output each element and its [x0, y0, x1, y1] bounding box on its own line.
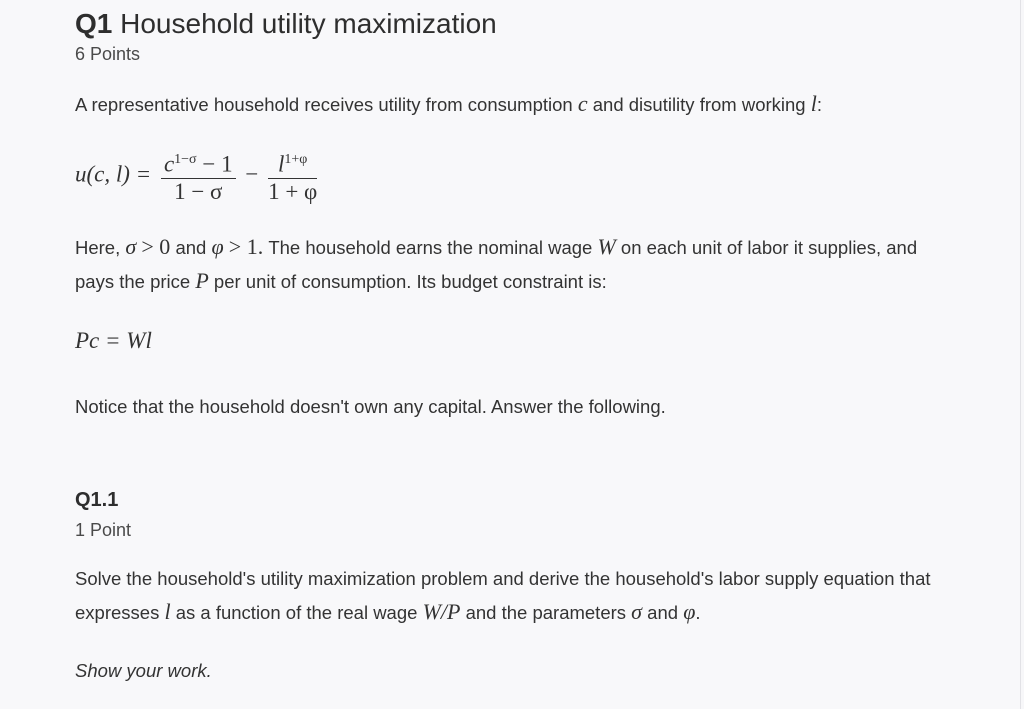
utility-equation: u(c, l) = $\frac{c^{1-\sigma} - 1}{1 - \sigma}$ − $\frac{l^{1+\varphi}}{1 + \varphi}$ — [75, 148, 321, 205]
question-title — [75, 8, 497, 40]
question-points: 6 Points — [75, 44, 141, 64]
show-work-note: Show your work. — [75, 660, 212, 681]
subquestion-points: 1 Point — [75, 520, 132, 540]
parameters-paragraph: Here, σ > 0 and φ > 1. The household earns the nominal wage W on each unit of labor it supplies, and pays the price P per unit of consumption. Its budget constraint is: — [75, 234, 918, 293]
budget-constraint: Pc = Wl — [75, 328, 152, 353]
fraction-1: $\frac{c^{1-\sigma} - 1}{1 - \sigma}$ — [161, 148, 236, 205]
subquestion-paragraph: Solve the household's utility maximization problem and derive the household's labor supply equation that expresses l as a function of the real wage W/P and the parameters σ and φ. — [75, 568, 931, 624]
intro-paragraph: A representative household receives utility from consumption c and disutility from working l: — [75, 91, 822, 116]
fraction-2: $\frac{l^{1+\varphi}}{1 + \varphi}$ — [268, 148, 317, 205]
subquestion-title: Q1.1 — [75, 489, 119, 511]
question-number: Q1 — [75, 8, 113, 39]
notice-paragraph: Notice that the household doesn't own any capital. Answer the following. — [75, 396, 666, 417]
question-title-text: Household utility maximization — [120, 8, 497, 39]
